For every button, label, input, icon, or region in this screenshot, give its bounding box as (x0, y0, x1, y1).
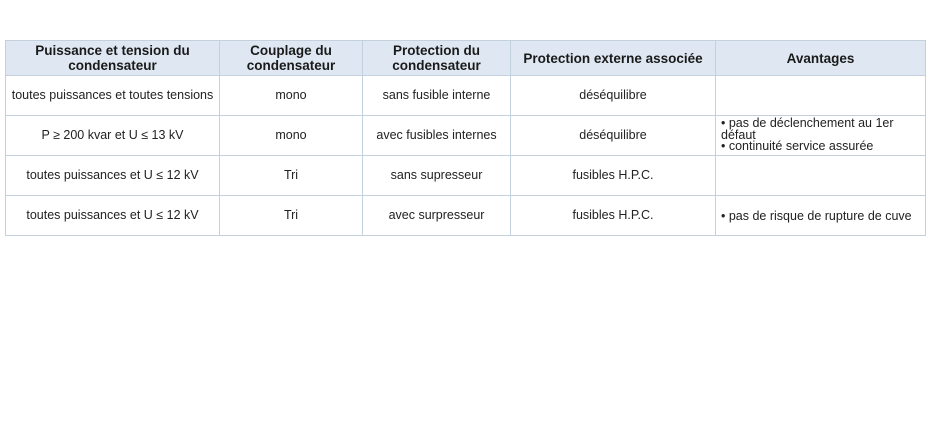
table-row (6, 116, 926, 156)
cell-protection: avec fusibles internes (363, 116, 511, 156)
cell-avantages (716, 196, 926, 236)
cell-couplage: Tri (220, 156, 363, 196)
cell-protection: sans fusible interne (363, 76, 511, 116)
header-protection: Protection du condensateur (363, 41, 511, 76)
cell-couplage: mono (220, 116, 363, 156)
table-body (6, 76, 926, 236)
table-row (6, 76, 926, 116)
cell-avantages (716, 156, 926, 196)
header-avantages: Avantages (716, 41, 926, 76)
header-puissance: Puissance et tension du condensateur (6, 41, 220, 76)
cell-avantages (716, 76, 926, 116)
cell-couplage: mono (220, 76, 363, 116)
table-header (6, 41, 926, 76)
cell-protection-externe: déséquilibre (511, 76, 716, 116)
cell-protection: avec surpresseur (363, 196, 511, 236)
cell-puissance: toutes puissances et U ≤ 12 kV (6, 196, 220, 236)
avantage-item: • pas de risque de rupture de cuve (721, 208, 912, 223)
cell-puissance: P ≥ 200 kvar et U ≤ 13 kV (6, 116, 220, 156)
cell-protection-externe: déséquilibre (511, 116, 716, 156)
cell-protection: sans supresseur (363, 156, 511, 196)
header-row (6, 41, 926, 76)
table-row (6, 156, 926, 196)
avantage-item: • pas de déclenchement au 1er défaut (721, 116, 894, 142)
header-protection-externe: Protection externe associée (511, 41, 716, 76)
cell-puissance: toutes puissances et U ≤ 12 kV (6, 156, 220, 196)
cell-protection-externe: fusibles H.P.C. (511, 196, 716, 236)
capacitor-protection-table (5, 40, 926, 236)
cell-puissance: toutes puissances et toutes tensions (6, 76, 220, 116)
avantage-item: • continuité service assurée (721, 139, 874, 154)
cell-avantages (716, 116, 926, 156)
cell-couplage: Tri (220, 196, 363, 236)
cell-protection-externe: fusibles H.P.C. (511, 156, 716, 196)
table-row (6, 196, 926, 236)
header-couplage: Couplage du condensateur (220, 41, 363, 76)
